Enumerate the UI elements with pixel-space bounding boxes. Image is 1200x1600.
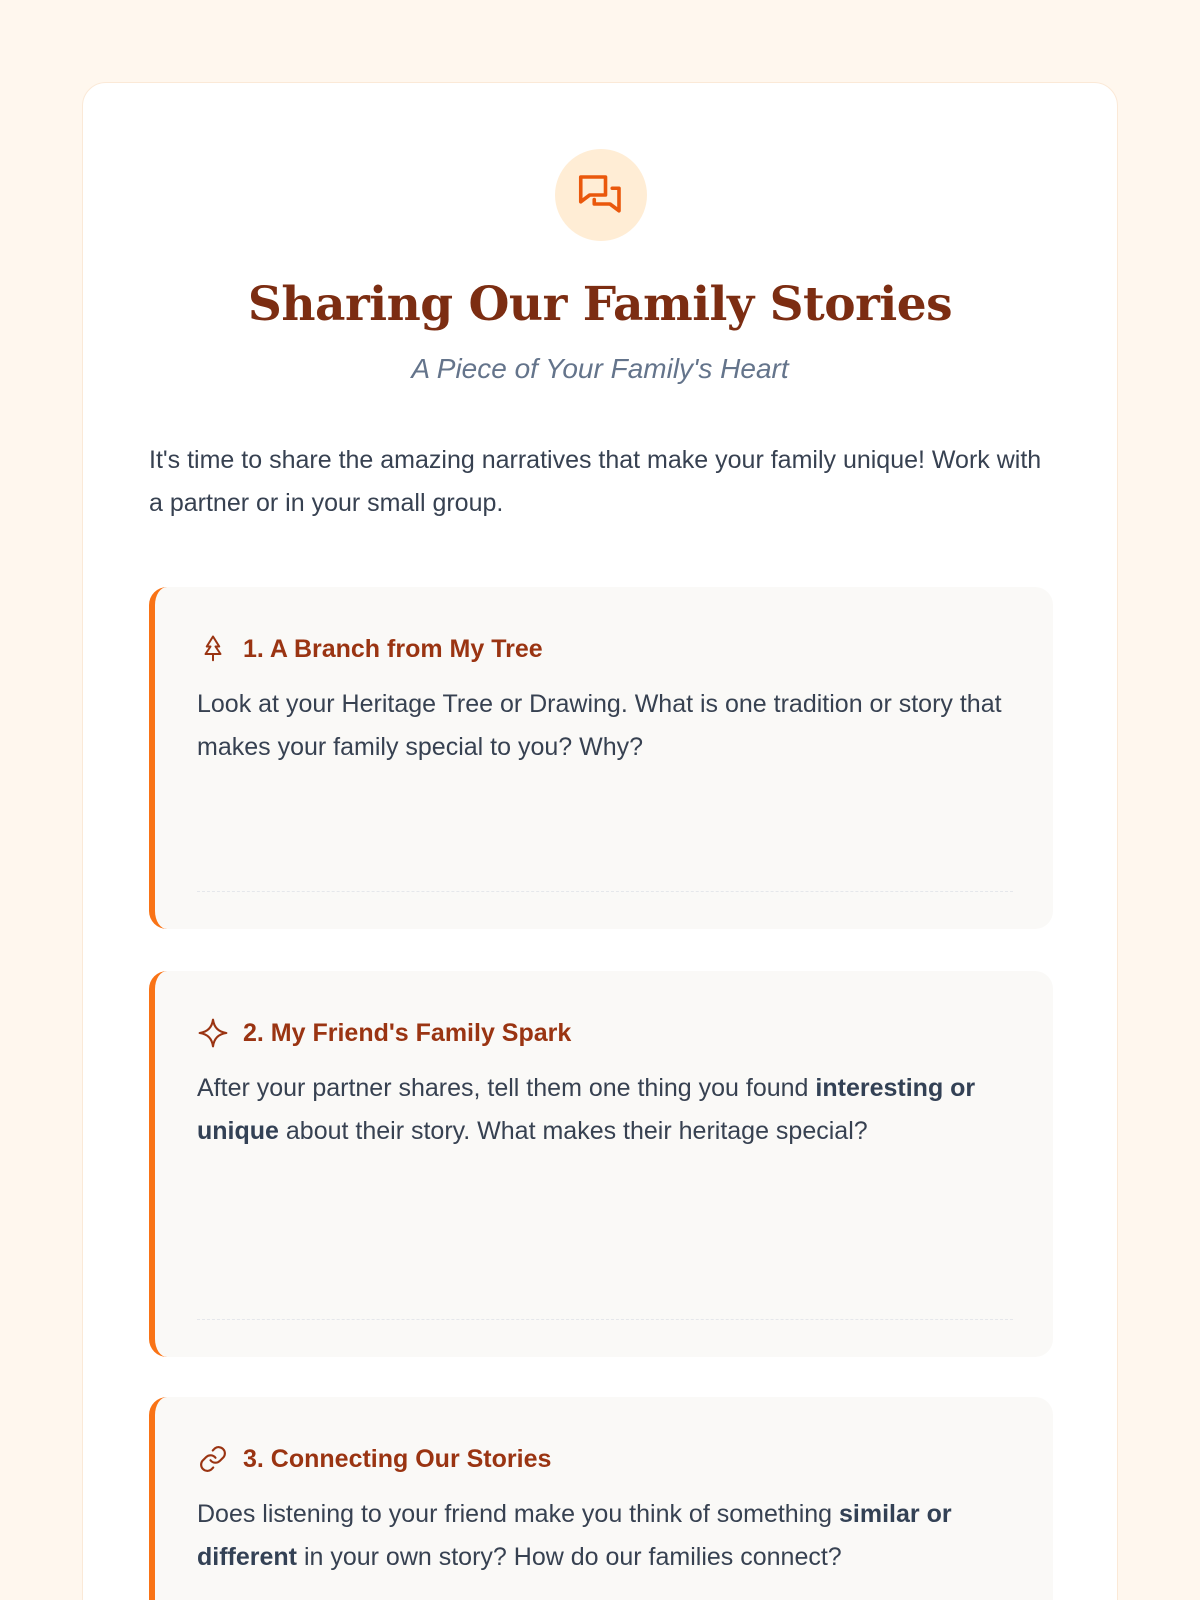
answer-line xyxy=(197,891,1013,892)
emphasis-text: interesting or unique xyxy=(197,1074,976,1145)
sparkle-icon xyxy=(197,1017,229,1049)
chat-bubbles-icon xyxy=(555,149,647,241)
emphasis-text: similar or different xyxy=(197,1500,952,1571)
worksheet-card xyxy=(82,82,1118,1600)
prompt-header xyxy=(197,1439,551,1479)
prompt-question: After your partner shares, tell them one thing you found interesting or unique about their story. What makes their heritage special? xyxy=(197,1074,976,1145)
answer-line xyxy=(197,1319,1013,1320)
tree-icon xyxy=(197,633,229,665)
prompt-question: Look at your Heritage Tree or Drawing. What is one tradition or story that makes your family special to you? Why? xyxy=(197,690,1002,761)
page-subtitle: A Piece of Your Family's Heart xyxy=(411,353,789,384)
prompt-title: 1. A Branch from My Tree xyxy=(243,634,543,663)
prompt-card-2 xyxy=(149,971,1053,1357)
prompt-header xyxy=(197,629,543,669)
page-title: Sharing Our Family Stories xyxy=(247,277,953,332)
intro-text: It's time to share the amazing narratives that make your family unique! Work with a partner or in your small group. xyxy=(149,446,1042,517)
prompt-card-1 xyxy=(149,587,1053,929)
prompt-title: 2. My Friend's Family Spark xyxy=(243,1018,572,1047)
prompt-title: 3. Connecting Our Stories xyxy=(243,1444,552,1473)
prompt-question: Does listening to your friend make you think of something similar or different in your own story? How do our families connect? xyxy=(197,1500,952,1571)
link-icon xyxy=(197,1443,229,1475)
prompt-card-3 xyxy=(149,1397,1053,1600)
prompt-header xyxy=(197,1013,571,1053)
